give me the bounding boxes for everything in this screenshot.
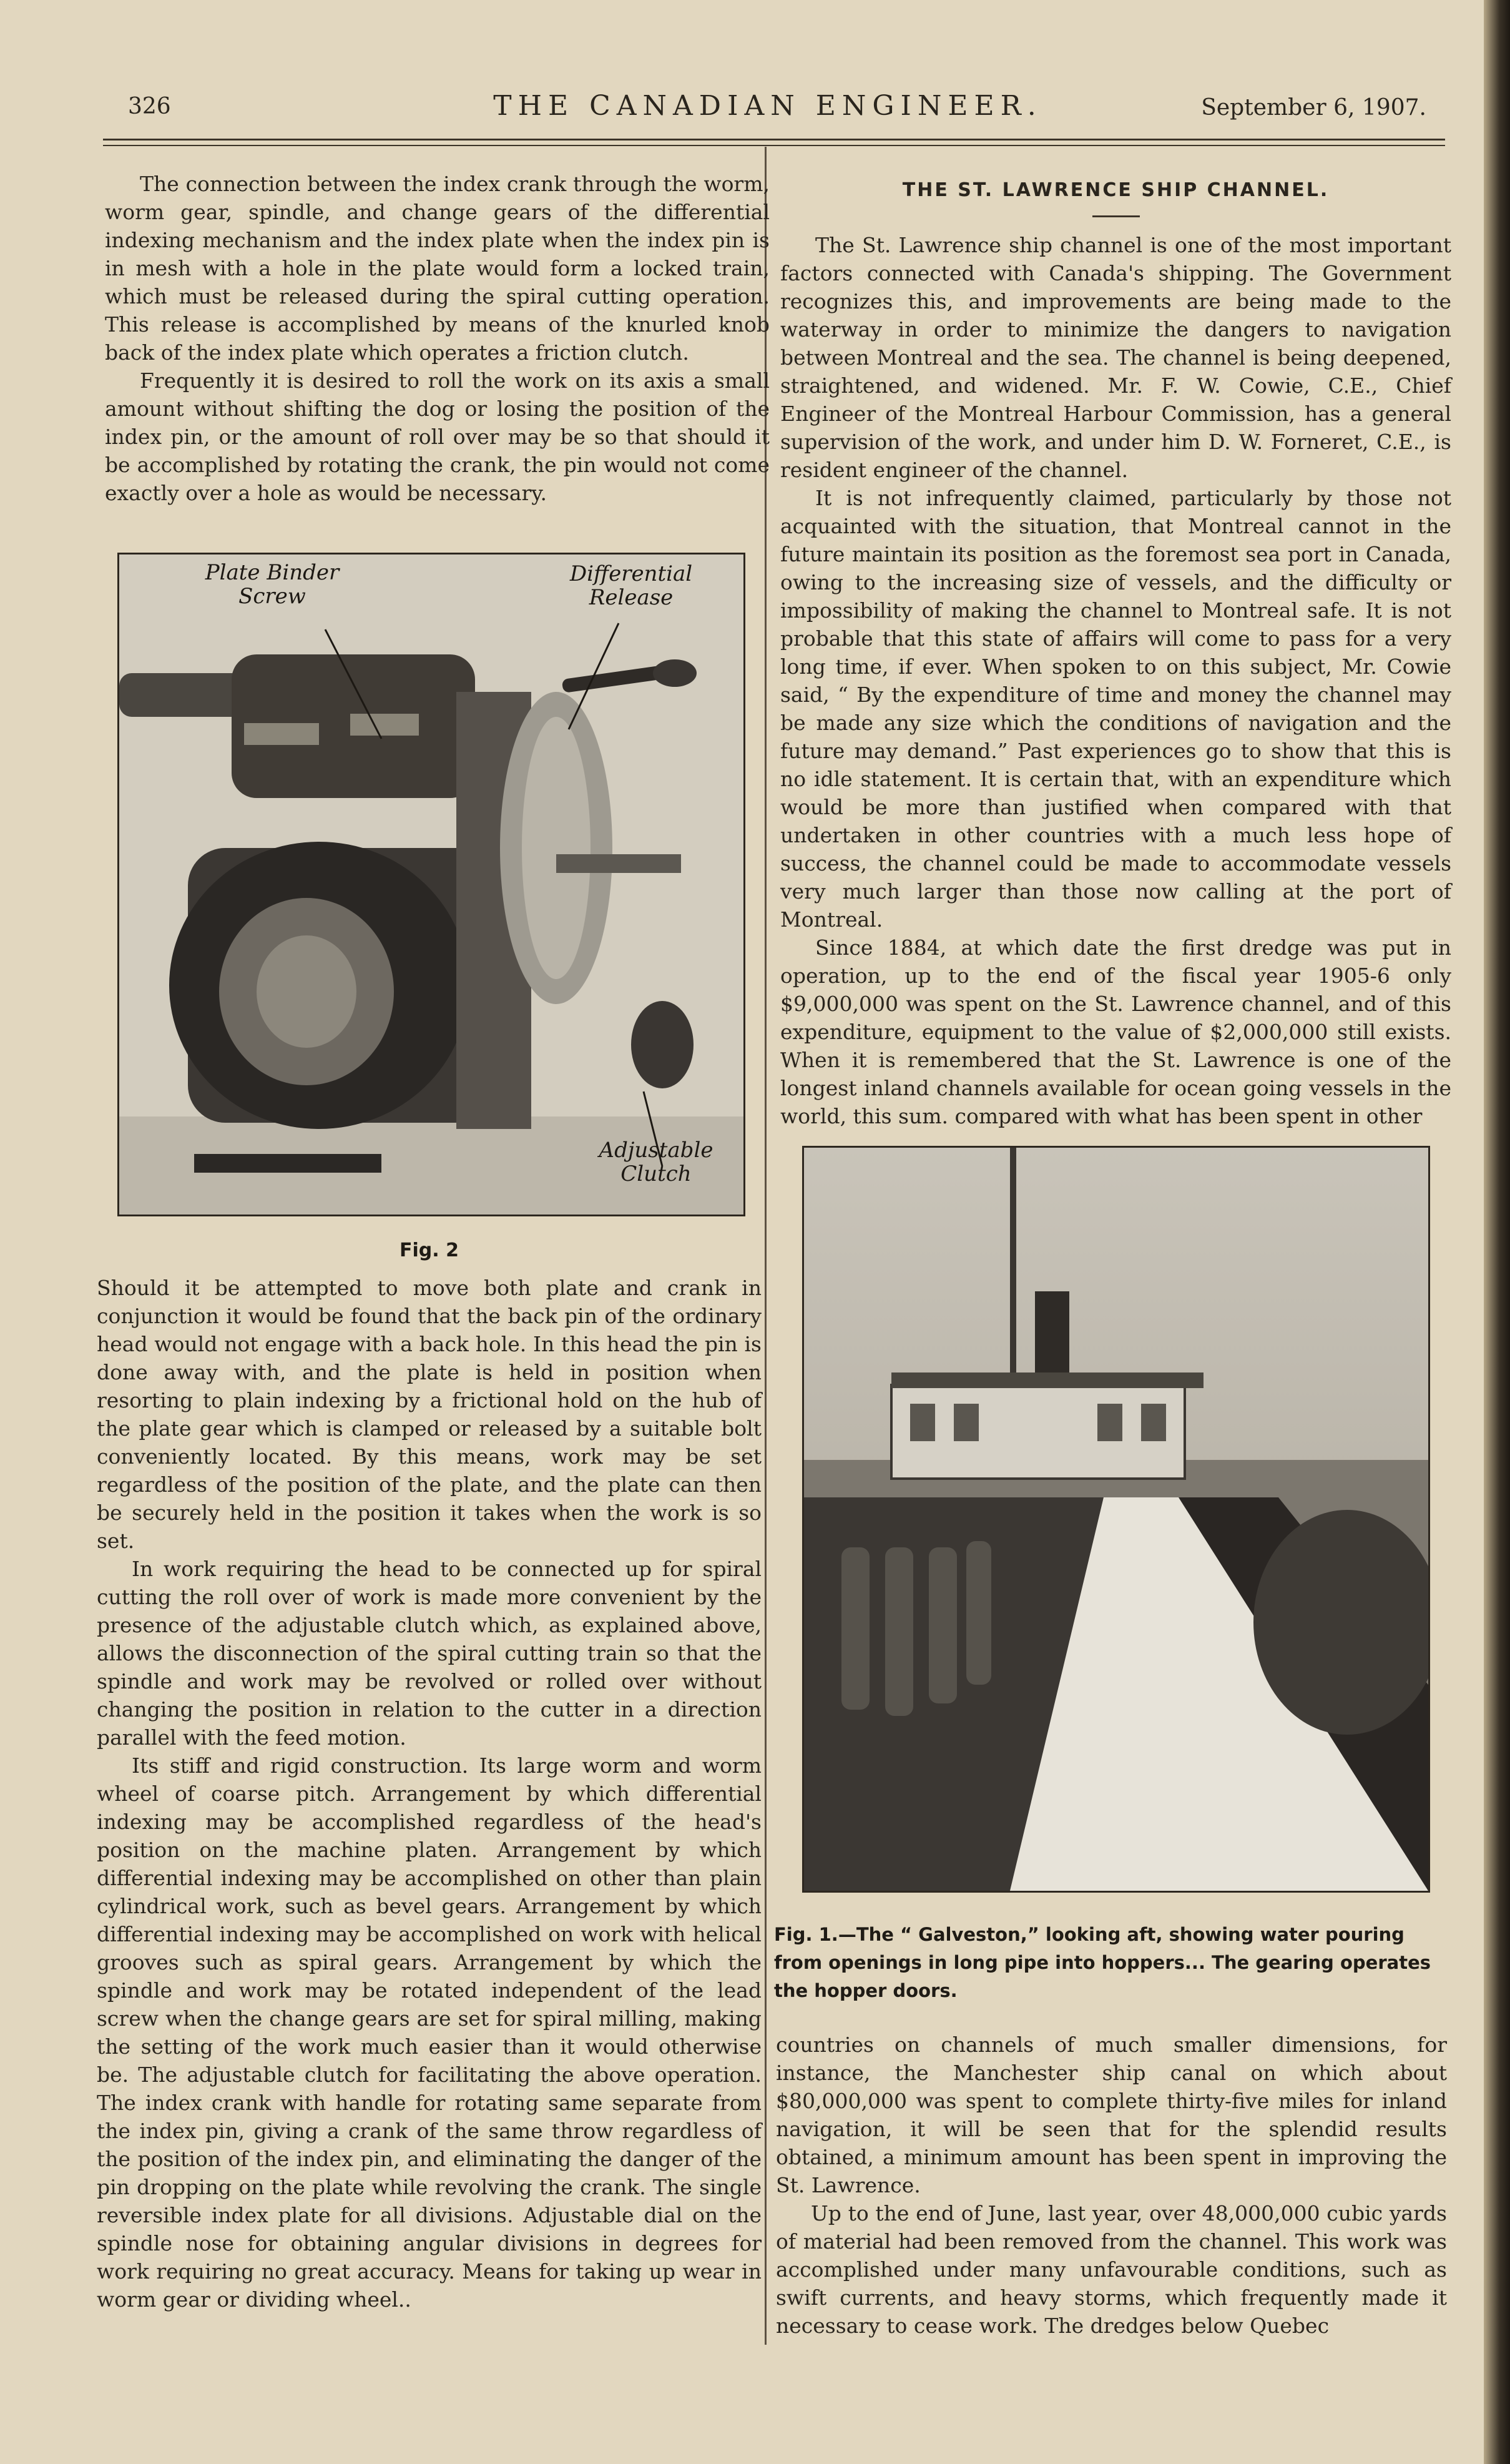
figure-1-galveston-photo	[802, 1146, 1430, 1893]
label-plate-binder-screw: Plate Binder Screw	[205, 560, 340, 609]
paragraph: The connection between the index crank through the worm, worm gear, spindle, and change gears of the differential indexing mechanism and the index plate when the index pin is in mesh with a hole in the plate would form a locked train, which must be released during the spiral cutting operation. This release is accomplished by means of the knurled knob back of the index plate which operates a friction clutch.	[105, 172, 770, 365]
right-column-top	[780, 176, 1451, 1130]
paragraph: Should it be attempted to move both plate and crank in conjunction it would be found that the back pin of the ordinary head would not engage with a back hole. In this head the pin is done away with, and the plate is held in position when resorting to plain indexing by a frictional hold on the hub of the plate gear which is clamped or released by a suitable bolt conveniently located. By this means, work may be set regardless of the position of the plate, and the plate can then be securely held in the position it takes when the work is so set.	[97, 1276, 762, 1553]
label-adjustable-clutch: Adjustable Clutch	[599, 1138, 713, 1186]
paragraph: The St. Lawrence ship channel is one of the most important factors connected with Canada's shipping. The Government recognizes this, and improvements are being made to the waterway in order to minimize the dangers to navigation between Montreal and the sea. The channel is being deepened, straightened, and widened. Mr. F. W. Cowie, C.E., Chief Engineer of the Montreal Harbour Commission, has a general supervision of the work, and under him D. W. Forneret, C.E., is resident engineer of the channel.	[780, 233, 1451, 482]
left-column-top	[105, 170, 770, 507]
left-column-bottom	[97, 1274, 762, 2314]
paragraph: Frequently it is desired to roll the work on its axis a small amount without shifting the dog or losing the position of the index pin, or the amount of roll over may be so that should it be accomplished by rotating the crank, the pin would not come exactly over a hole as would be necessary.	[105, 368, 770, 505]
paragraph: It is not infrequently claimed, particularly by those not acquainted with the situation, that Montreal cannot in the future maintain its position as the foremost sea port in Canada, owing to the increasing size of vessels, and the difficulty or impossibility of making the channel to Montreal safe. It is not probable that this state of affairs will come to pass for a very long time, if ever. When spoken to on this subject, Mr. Cowie said, “ By the expenditure of time and money the channel may be made any size which the conditions of navigation and the future may demand.” Past experiences go to show that this is no idle statement. It is certain that, with an expenditure which would be more than justified when compared with that undertaken in other countries with a much less hope of success, the channel could be made to accommodate vessels very much larger than those now calling at the port of Montreal.	[780, 486, 1451, 932]
paragraph: Since 1884, at which date the first dredge was put in operation, up to the end of the fiscal year 1905-6 only $9,000,000 was spent on the St. Lawrence channel, and of this expenditure, equipment to the value of $2,000,000 still exists. When it is remembered that the St. Lawrence is one of the longest inland channels available for ocean going vessels in the world, this sum. compared with what has been spent in other	[780, 935, 1451, 1128]
paragraph: countries on channels of much smaller dimensions, for instance, the Manchester ship canal on which about $80,000,000 was spent to complete thirty-five miles for inland navigation, it will be seen that for the splendid results obtained, a minimum amount has been spent in improving the St. Lawrence.	[776, 2033, 1447, 2197]
label-differential-release: Differential Release	[569, 561, 693, 610]
paragraph: Its stiff and rigid construction. Its large worm and worm wheel of coarse pitch. Arrangement by which differential indexing may be accomplished regardless of the head's position on the machine platen. Arrangement by which differential indexing may be accomplished on other than plain cylindrical work, such as bevel gears. Arrangement by which differential indexing may be accomplished on work with helical grooves such as spiral gears. Arrangement by which the spindle and work may be rotated independent of the lead screw when the change gears are set for spiral milling, making the setting of the work much easier than it would otherwise be. The adjustable clutch for facilitating the above operation. The index crank with handle for rotating same separate from the index pin, giving a crank of the same throw regardless of the position of the index pin, and eliminating the danger of the pin dropping on the plate while revolving the crank. The single reversible index plate for all divisions. Adjustable dial on the spindle nose for obtaining angular divisions in degrees for work requiring no great accuracy. Means for taking up wear in worm gear or dividing wheel..	[97, 1753, 762, 2312]
header-rule-bottom	[103, 145, 1445, 146]
dividing-head-illustration	[119, 554, 743, 1215]
header-rule-top	[103, 139, 1445, 140]
right-column-bottom	[776, 2031, 1447, 2340]
article-heading: THE ST. LAWRENCE SHIP CHANNEL.	[902, 179, 1330, 201]
page-number: 326	[128, 94, 171, 119]
heading-rule	[1092, 215, 1140, 217]
paragraph: Up to the end of June, last year, over 48,000,000 cubic yards of material had been removed from the channel. This work was accomplished under many unfavourable conditions, such as swift currents, and heavy storms, which frequently made it necessary to cease work. The dredges below Quebec	[776, 2201, 1447, 2338]
running-head: THE CANADIAN ENGINEER.	[493, 90, 1042, 122]
paragraph: In work requiring the head to be connected up for spiral cutting the roll over of work is made more convenient by the presence of the adjustable clutch which, as explained above, allows the disconnection of the spiral cutting train so that the spindle and work may be revolved or rolled over without changing the position in relation to the cutter in a direction parallel with the feed motion.	[97, 1557, 762, 1750]
dredge-deck-illustration	[804, 1148, 1428, 1891]
page-header	[97, 90, 1439, 137]
figure-2-dividing-head-photo	[117, 553, 745, 1216]
binding-edge	[1484, 0, 1510, 2464]
issue-date: September 6, 1907.	[1201, 95, 1426, 121]
figure-1-caption: Fig. 1.—The “ Galveston,” looking aft, showing water pouring from openings in long pipe into hoppers... The gearing operates the hopper doors.	[774, 1924, 1431, 2001]
figure-2-caption: Fig. 2	[400, 1239, 459, 1261]
